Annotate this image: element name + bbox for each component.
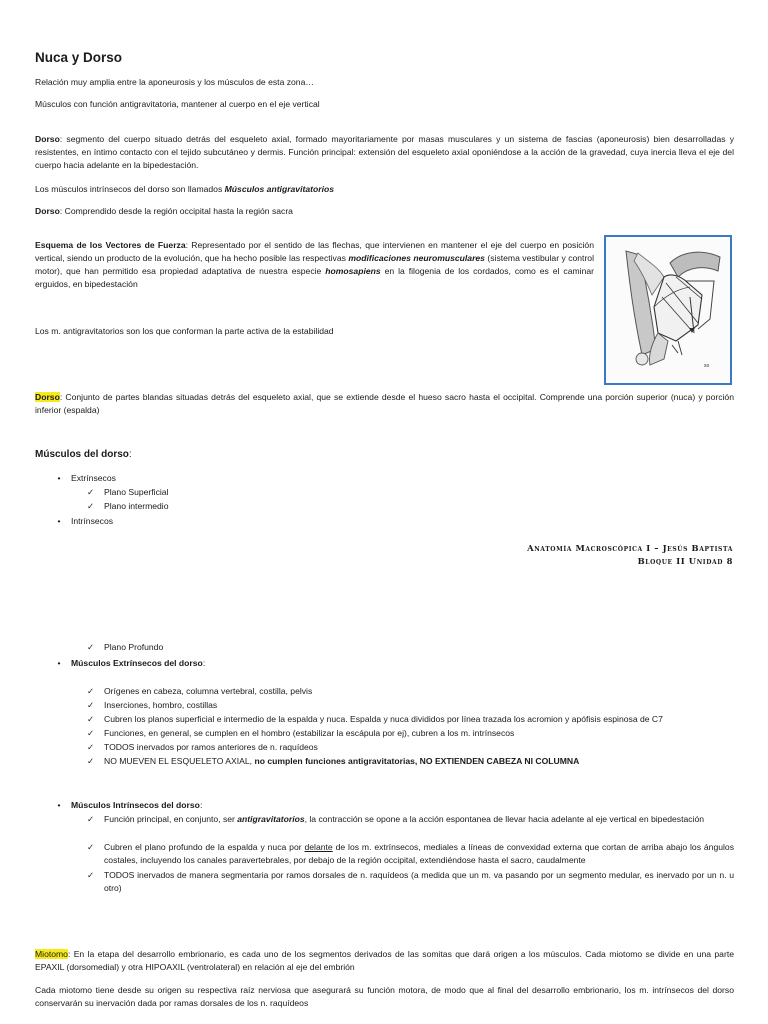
section-heading-muscles bbox=[35, 448, 132, 462]
emphasis: antigravitatorios bbox=[237, 814, 305, 824]
list-item: Plano Profundo bbox=[104, 642, 164, 652]
text: Cubren el plano profundo de la espalda y nuca por bbox=[104, 842, 305, 852]
check-icon: ✓ bbox=[87, 686, 95, 696]
intro-line-1: Relación muy amplia entre la aponeurosis y los músculos de esta zona… bbox=[35, 77, 314, 87]
list-item: TODOS inervados de manera segmentaria por ramos dorsales de n. raquídeos (a medida que un m. va pasando por un segmento medular, es inervado por un n. u otro) bbox=[104, 870, 734, 893]
text: en la filogenia de los cordados, como es el caminar erguidos, en bipedestación bbox=[35, 266, 594, 289]
muscles-list bbox=[0, 472, 768, 532]
running-header-line-1: Anatomía Macroscópica I – Jesús Baptista bbox=[527, 543, 733, 553]
antigravitatory-line: Los m. antigravitatorios son los que conforman la parte activa de la estabilidad bbox=[35, 326, 334, 336]
force-vectors-paragraph bbox=[35, 239, 594, 291]
section-title: Músculos Intrínsecos del dorso bbox=[71, 800, 200, 810]
bullet-icon: • bbox=[57, 800, 61, 810]
text: de los m. extrínsecos, mediales a líneas de convexidad externa que cortan de arriba abajo los ángulos costales, incluyendo los canales paravertebrales, por debajo de la región occipital, extendiéndose hasta el sacro, caudalmente bbox=[104, 842, 734, 865]
emphasis: homosapiens bbox=[325, 266, 381, 276]
term: Esquema de los Vectores de Fuerza bbox=[35, 240, 186, 250]
list-item-plano-profundo bbox=[0, 641, 768, 655]
list-item: Funciones, en general, se cumplen en el hombro (estabilizar la escápula por ej), cubren a los m. intrínsecos bbox=[104, 728, 515, 738]
term-highlighted: Dorso bbox=[35, 392, 60, 402]
list-item: Cubren los planos superficial e intermedio de la espalda y nuca. Espalda y nuca divididos por línea trazada los acromion y apófisis espinosa de C7 bbox=[104, 714, 663, 724]
definition-text: : Conjunto de partes blandas situadas detrás del esqueleto axial, que se extiende desde el hueso sacro hasta el occipital. Comprende una porción superior (nuca) y porción inferior (espalda) bbox=[35, 392, 734, 415]
list-item: Plano Superficial bbox=[104, 487, 169, 497]
intrinsic-section-title bbox=[0, 799, 768, 813]
final-paragraph: Cada miotomo tiene desde su origen su respectiva raíz nerviosa que asegurará su función motora, de modo que al final del desarrollo embrionario, los m. intrínsecos del dorso conservarán su inervación dada por ramas dorsales de los n. raquídeos bbox=[35, 985, 734, 1008]
check-icon: ✓ bbox=[87, 728, 95, 738]
heading-text: Músculos del dorso bbox=[35, 449, 129, 460]
bold-text: no cumplen funciones antigravitatorias, NO EXTIENDEN CABEZA NI COLUMNA bbox=[254, 756, 580, 766]
bullet-icon: • bbox=[57, 516, 61, 526]
text: , la contracción se opone a la acción espontanea de llevar hacia adelante al eje vertical en bipedestación bbox=[304, 814, 705, 824]
spine-pelvis-illustration bbox=[606, 237, 730, 383]
colon: : bbox=[199, 800, 203, 810]
running-header-line-2: Bloque II Unidad 8 bbox=[637, 556, 733, 566]
check-icon: ✓ bbox=[87, 642, 95, 652]
intrinsic-muscles-line bbox=[35, 183, 734, 196]
definition-text: : segmento del cuerpo situado detrás del esqueleto axial, formado mayoritariamente por masas musculares y un sistema de fascias (aponeurosis) bien desarrolladas y resistentes, en íntimo contacto con el tejido subcutáneo y dermis. Función principal: extensión del esqueleto axial oponiéndose a la acción de la gravedad, cuya inercia lleva el eje del cuerpo hacia adelante en la bipedestación. bbox=[35, 134, 734, 170]
term-highlighted: Miotomo bbox=[35, 949, 68, 959]
colon: : bbox=[202, 658, 206, 668]
intrinsic-list bbox=[0, 813, 768, 899]
bullet-icon: • bbox=[57, 658, 61, 668]
check-icon: ✓ bbox=[87, 742, 95, 752]
list-item bbox=[104, 841, 734, 867]
underlined-text: delante bbox=[304, 842, 333, 852]
emphasis: modificaciones neuromusculares bbox=[348, 253, 485, 263]
text: Función principal, en conjunto, ser bbox=[104, 814, 238, 824]
text: (sistema vestibular y control motor), que han permitido esa propiedad adaptativa de nuestra especie bbox=[35, 253, 594, 276]
term: Dorso bbox=[35, 206, 60, 216]
force-vectors-figure bbox=[604, 235, 732, 385]
heading-colon: : bbox=[128, 449, 132, 460]
check-icon: ✓ bbox=[87, 700, 95, 710]
check-icon: ✓ bbox=[87, 842, 95, 852]
check-icon: ✓ bbox=[87, 501, 95, 511]
list-item: Inserciones, hombro, costillas bbox=[104, 700, 218, 710]
check-icon: ✓ bbox=[87, 870, 95, 880]
check-icon: ✓ bbox=[87, 814, 95, 824]
text: Los músculos intrínsecos del dorso son llamados bbox=[35, 184, 225, 194]
check-icon: ✓ bbox=[87, 487, 95, 497]
extrinsic-section-title bbox=[0, 657, 768, 671]
check-icon: ✓ bbox=[87, 714, 95, 724]
list-item: Intrínsecos bbox=[71, 516, 114, 526]
text: : Representado por el sentido de las flechas, que intervienen en mantener el eje del cuerpo en posición vertical, siendo un producto de la evolución, que ha hecho posible las respectivas bbox=[35, 240, 594, 263]
bullet-icon: • bbox=[57, 473, 61, 483]
list-item: Extrínsecos bbox=[71, 473, 116, 483]
page-title: Nuca y Dorso bbox=[35, 50, 123, 65]
text: NO MUEVEN EL ESQUELETO AXIAL, bbox=[104, 756, 255, 766]
dorso-definition-1 bbox=[35, 133, 734, 172]
intro-line-2: Músculos con función antigravitatoria, mantener al cuerpo en el eje vertical bbox=[35, 99, 320, 109]
emphasis: Músculos antigravitatorios bbox=[224, 184, 334, 194]
list-item: Orígenes en cabeza, columna vertebral, costilla, pelvis bbox=[104, 686, 313, 696]
extrinsic-list bbox=[0, 685, 768, 775]
list-item: TODOS inervados por ramos anteriores de n. raquídeos bbox=[104, 742, 318, 752]
definition-text: : En la etapa del desarrollo embrionario, es cada uno de los segmentos derivados de las somitas que dará origen a los músculos. Cada miotomo se divide en una parte EPAXIL (dorsomedial) y otra HIPOAXIL (ventrolateral) en relación al eje del embrión bbox=[35, 949, 734, 972]
list-item: Plano intermedio bbox=[104, 501, 169, 511]
check-icon: ✓ bbox=[87, 756, 95, 766]
dorso-definition-3 bbox=[35, 391, 734, 417]
list-item bbox=[104, 755, 734, 768]
list-item bbox=[104, 813, 734, 826]
dorso-definition-2 bbox=[35, 205, 734, 218]
section-title: Músculos Extrínsecos del dorso bbox=[71, 658, 203, 668]
figure-label: so bbox=[704, 363, 710, 369]
term: Dorso bbox=[35, 134, 60, 144]
definition-text: : Comprendido desde la región occipital hasta la región sacra bbox=[59, 206, 293, 216]
miotomo-definition bbox=[35, 948, 734, 974]
